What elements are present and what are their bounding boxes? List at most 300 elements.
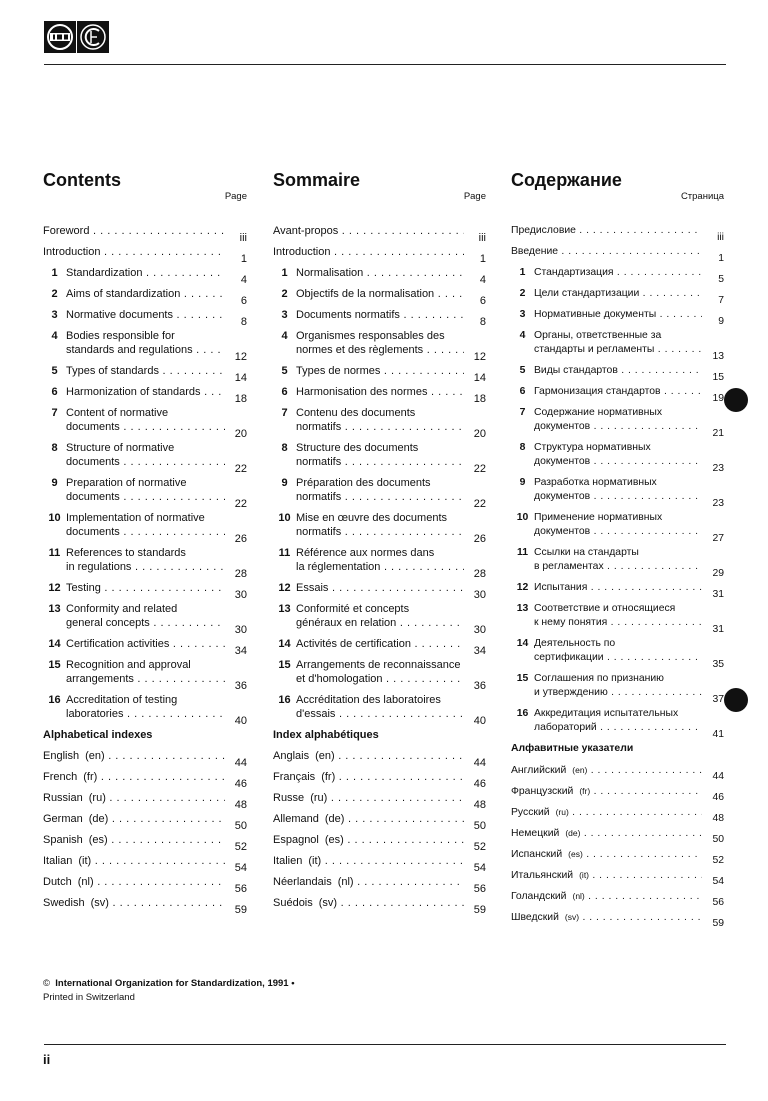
entry-page: 23	[712, 463, 724, 474]
entry-page: 9	[718, 316, 724, 327]
toc-entry	[511, 546, 724, 581]
entry-page: 40	[234, 715, 247, 727]
entry-line: normes et des règlements . . .	[296, 343, 464, 357]
entry-line: документов . . .	[534, 420, 702, 434]
entry-text	[511, 826, 702, 847]
entry-page: 36	[473, 680, 486, 692]
entry-page: 52	[712, 855, 724, 866]
index-language: Swedish	[43, 897, 85, 909]
entry-text	[511, 847, 702, 868]
index-language: Allemand	[273, 813, 319, 825]
index-heading: Alphabetical indexes	[43, 729, 153, 741]
entry-line	[43, 812, 225, 826]
toc-entry	[43, 602, 247, 637]
entry-text	[534, 602, 702, 637]
entry-page: 40	[473, 715, 486, 727]
entry-line: Harmonisation des normes . . .	[296, 385, 464, 399]
index-code: (it)	[579, 870, 590, 880]
index-entry	[43, 875, 247, 896]
entry-number: 11	[48, 547, 61, 559]
entry-line: standards and regulations . . .	[66, 343, 225, 357]
entry-page: 48	[234, 799, 247, 811]
entry-number: 13	[48, 603, 61, 615]
entry-line	[273, 812, 464, 826]
entry-text	[43, 245, 225, 266]
entry-line: Structure of normative	[66, 442, 175, 454]
entry-number: 10	[48, 512, 61, 524]
entry-line: Référence aux normes dans	[296, 547, 435, 559]
entry-page: 30	[234, 624, 247, 636]
index-language: German	[43, 813, 83, 825]
copyright-symbol: ©	[43, 978, 50, 989]
entry-line: Соответствие и относящиеся	[534, 603, 676, 614]
entry-text	[273, 791, 464, 812]
entry-line: laboratories . . .	[66, 707, 225, 721]
entry-text	[534, 329, 702, 364]
entry-list	[43, 224, 247, 917]
toc-entry	[511, 476, 724, 511]
entry-page: 44	[473, 757, 486, 769]
entry-text	[296, 364, 464, 385]
index-code: (es)	[324, 834, 344, 846]
toc-entry	[273, 308, 486, 329]
entry-page: iii	[717, 232, 724, 243]
index-language: Spanish	[43, 834, 83, 846]
index-code: (es)	[88, 834, 108, 846]
index-language: Italian	[43, 855, 73, 867]
entry-line: Essais . . .	[296, 581, 464, 595]
entry-text	[534, 511, 702, 546]
entry-text	[66, 287, 225, 308]
toc-entry	[273, 224, 486, 245]
entry-text	[296, 511, 464, 546]
column-title: Sommaire	[273, 170, 361, 190]
entry-page: 48	[473, 799, 486, 811]
index-entry	[273, 896, 486, 917]
index-code: (en)	[85, 750, 105, 762]
index-code: (nl)	[77, 876, 94, 888]
toc-entry	[511, 364, 724, 385]
entry-line: Применение нормативных	[534, 512, 663, 523]
toc-entry	[43, 637, 247, 658]
entry-number: 13	[516, 603, 529, 614]
entry-text	[296, 385, 464, 406]
index-heading: Index alphabétiques	[273, 729, 379, 741]
index-language: Français	[273, 771, 316, 783]
entry-page: 56	[234, 883, 247, 895]
entry-number: 10	[516, 512, 529, 523]
entry-line: Введение . . .	[511, 245, 702, 259]
column-title: Contents	[43, 170, 121, 190]
entry-number: 7	[519, 407, 526, 418]
index-entry	[43, 770, 247, 791]
entry-page: 52	[234, 841, 247, 853]
entry-line	[273, 854, 464, 868]
entry-text	[66, 308, 225, 329]
entry-line: документов . . .	[534, 455, 702, 469]
entry-number: 2	[281, 288, 288, 300]
toc-entry	[511, 245, 724, 266]
index-code: (ru)	[555, 807, 569, 817]
toc-entry	[43, 224, 247, 245]
entry-line: Деятельность по	[534, 638, 616, 649]
index-entry	[273, 812, 486, 833]
entry-text	[43, 854, 225, 875]
entry-text	[66, 385, 225, 406]
entry-page: 30	[234, 589, 247, 601]
entry-text	[273, 875, 464, 896]
entry-page: 54	[234, 862, 247, 874]
toc-entry	[43, 693, 247, 728]
entry-page: 12	[234, 351, 247, 363]
index-code: (it)	[308, 855, 322, 867]
toc-entry	[273, 546, 486, 581]
entry-line: Normalisation . . .	[296, 266, 464, 280]
toc-entry	[511, 602, 724, 637]
entry-text	[511, 889, 702, 910]
index-entry	[511, 805, 724, 826]
entry-page: 7	[718, 295, 724, 306]
entry-line	[511, 826, 702, 841]
entry-page: 50	[712, 834, 724, 845]
toc-entry	[511, 224, 724, 245]
entry-line: Ссылки на стандарты	[534, 547, 639, 558]
entry-page: 1	[479, 253, 486, 265]
entry-number: 11	[278, 547, 291, 559]
entry-line	[273, 833, 464, 847]
entry-page: 13	[712, 351, 724, 362]
entry-page: 59	[473, 904, 486, 916]
entry-number: 9	[519, 477, 526, 488]
entry-line: Испытания . . .	[534, 581, 702, 595]
entry-text	[296, 406, 464, 441]
entry-line: Types of standards . . .	[66, 364, 225, 378]
entry-page: 31	[712, 589, 724, 600]
entry-line: Conformity and related	[66, 603, 178, 615]
index-entry	[43, 791, 247, 812]
index-language: Russe	[273, 792, 305, 804]
top-rule	[44, 64, 726, 65]
entry-number: 8	[519, 442, 526, 453]
entry-page: 34	[473, 645, 486, 657]
printed-in: Printed in Switzerland	[43, 992, 135, 1003]
entry-line: Разработка нормативных	[534, 477, 657, 488]
index-entry	[43, 812, 247, 833]
entry-page: 54	[712, 876, 724, 887]
entry-page: 46	[712, 792, 724, 803]
entry-text	[296, 602, 464, 637]
entry-page: 19	[712, 393, 724, 404]
entry-line: Цели стандартизации . . .	[534, 287, 702, 301]
entry-text	[43, 224, 225, 245]
index-entry	[273, 854, 486, 875]
entry-line: normatifs . . .	[296, 420, 464, 434]
entry-line: normatifs . . .	[296, 490, 464, 504]
entry-page: 18	[473, 393, 486, 405]
entry-number: 6	[519, 386, 526, 397]
entry-number: 15	[48, 659, 61, 671]
entry-number: 14	[48, 638, 61, 650]
entry-line: d'essais . . .	[296, 707, 464, 721]
entry-text	[66, 581, 225, 602]
index-code: (nl)	[572, 891, 585, 901]
index-entry	[273, 833, 486, 854]
entry-text	[66, 637, 225, 658]
entry-text	[534, 707, 702, 742]
entry-text	[511, 910, 702, 931]
entry-text	[296, 637, 464, 658]
entry-page: 50	[473, 820, 486, 832]
entry-line: к нему понятия . . .	[534, 616, 702, 630]
toc-entry	[273, 385, 486, 406]
entry-text	[273, 749, 464, 770]
entry-number: 16	[278, 694, 291, 706]
entry-text	[273, 770, 464, 791]
entry-line	[511, 784, 702, 799]
entry-number: 15	[278, 659, 291, 671]
entry-text	[296, 287, 464, 308]
entry-line	[511, 847, 702, 862]
toc-entry	[43, 287, 247, 308]
entry-text	[534, 287, 702, 308]
entry-line: Organismes responsables des	[296, 330, 445, 342]
entry-line: documents . . .	[66, 420, 225, 434]
entry-line	[43, 770, 225, 784]
page-label: Страница	[680, 191, 724, 202]
entry-line: general concepts . . .	[66, 616, 225, 630]
toc-entry	[43, 658, 247, 693]
index-entry	[511, 763, 724, 784]
entry-line: Bodies responsible for	[66, 330, 175, 342]
entry-line: Documents normatifs . . .	[296, 308, 464, 322]
entry-line: Стандартизация . . .	[534, 266, 702, 280]
entry-page: 28	[234, 568, 247, 580]
toc-entry	[43, 364, 247, 385]
entry-text	[296, 308, 464, 329]
entry-text	[43, 833, 225, 854]
entry-text	[296, 693, 464, 728]
entry-page: 56	[473, 883, 486, 895]
entry-line: Activités de certification . . .	[296, 637, 464, 651]
entry-line: documents . . .	[66, 490, 225, 504]
index-code: (de)	[324, 813, 345, 825]
entry-text	[66, 476, 225, 511]
entry-line: Mise en œuvre des documents	[296, 512, 448, 524]
entry-line: Normative documents . . .	[66, 308, 225, 322]
index-language: Немецкий	[511, 828, 560, 839]
entry-page: 27	[712, 533, 724, 544]
copyright-text: International Organization for Standardization, 1991 •	[55, 978, 295, 989]
entry-line: normatifs . . .	[296, 525, 464, 539]
toc-entry	[273, 329, 486, 364]
entry-number: 7	[281, 407, 288, 419]
page-label: Page	[463, 191, 486, 202]
entry-text	[534, 581, 702, 602]
entry-page: 48	[712, 813, 724, 824]
entry-page: 41	[712, 729, 724, 740]
entry-number: 16	[48, 694, 61, 706]
entry-page: 22	[473, 498, 486, 510]
entry-text	[66, 441, 225, 476]
toc-entry	[43, 511, 247, 546]
index-entry	[511, 910, 724, 931]
index-language: French	[43, 771, 78, 783]
entry-line: Recognition and approval	[66, 659, 191, 671]
entry-page: 6	[240, 295, 247, 307]
entry-page: 44	[712, 771, 724, 782]
entry-page: 18	[234, 393, 247, 405]
entry-text	[296, 441, 464, 476]
entry-page: 34	[234, 645, 247, 657]
toc-entry	[511, 329, 724, 364]
entry-page: 37	[712, 694, 724, 705]
entry-line: Avant-propos . . .	[273, 224, 464, 238]
entry-line	[43, 749, 225, 763]
index-entry	[273, 875, 486, 896]
index-entry	[43, 854, 247, 875]
entry-line: стандарты и регламенты . . .	[534, 343, 702, 357]
entry-line: в регламентах . . .	[534, 560, 702, 574]
entry-number: 12	[48, 582, 61, 594]
entry-text	[296, 266, 464, 287]
entry-text	[534, 637, 702, 672]
entry-number: 14	[516, 638, 529, 649]
entry-text	[43, 749, 225, 770]
entry-text	[511, 784, 702, 805]
entry-text	[43, 875, 225, 896]
entry-number: 4	[281, 330, 288, 342]
entry-page: 26	[234, 533, 247, 545]
index-language: Русский	[511, 807, 550, 818]
index-code: (sv)	[564, 912, 580, 922]
entry-line: Соглашения по признанию	[534, 673, 664, 684]
entry-page: 36	[234, 680, 247, 692]
entry-line: et d'homologation . . .	[296, 672, 464, 686]
entry-line: Foreword . . .	[43, 224, 225, 238]
index-language: Голандский	[511, 891, 567, 902]
entry-line: Аккредитация испытательных	[534, 708, 679, 719]
entry-page: 4	[479, 274, 486, 286]
toc-entry	[273, 406, 486, 441]
entry-page: 31	[712, 624, 724, 635]
toc-entry	[511, 287, 724, 308]
entry-page: 29	[712, 568, 724, 579]
entry-page: 35	[712, 659, 724, 670]
index-code: (es)	[568, 849, 583, 859]
entry-text	[43, 812, 225, 833]
entry-line: References to standards	[66, 547, 186, 559]
toc-entry	[43, 476, 247, 511]
entry-page: iii	[478, 232, 486, 244]
toc-entry	[273, 602, 486, 637]
toc-entry	[273, 581, 486, 602]
column-title: Содержание	[511, 170, 622, 190]
entry-page: 46	[234, 778, 247, 790]
entry-page: iii	[239, 232, 247, 244]
entry-number: 7	[51, 407, 58, 419]
toc-entry	[43, 385, 247, 406]
index-entry	[273, 770, 486, 791]
toc-entry	[273, 245, 486, 266]
entry-line	[273, 896, 464, 910]
toc-entry	[511, 511, 724, 546]
entry-page: 8	[240, 316, 247, 328]
entry-text	[66, 364, 225, 385]
entry-line: la réglementation . . .	[296, 560, 464, 574]
entry-line: Contenu des documents	[296, 407, 416, 419]
entry-text	[511, 805, 702, 826]
entry-number: 13	[278, 603, 291, 615]
entry-text	[66, 658, 225, 693]
entry-list	[511, 224, 724, 931]
index-entry	[43, 749, 247, 770]
entry-line: Types de normes . . .	[296, 364, 464, 378]
entry-text	[296, 658, 464, 693]
index-code: (en)	[572, 765, 588, 775]
entry-page: 46	[473, 778, 486, 790]
entry-page: 14	[473, 372, 486, 384]
entry-number: 9	[281, 477, 288, 489]
index-code: (nl)	[337, 876, 354, 888]
entry-line: Гармонизация стандартов . . .	[534, 385, 702, 399]
entry-text	[273, 896, 464, 917]
index-entry	[273, 791, 486, 812]
toc-entry	[43, 329, 247, 364]
entry-page: 30	[473, 624, 486, 636]
index-code: (fr)	[579, 786, 591, 796]
entry-line: Preparation of normative	[66, 477, 187, 489]
entry-page: 21	[712, 428, 724, 439]
toc-entry	[43, 546, 247, 581]
entry-line: Harmonization of standards . . .	[66, 385, 225, 399]
entry-line: in regulations . . .	[66, 560, 225, 574]
entry-text	[296, 476, 464, 511]
contents-column-fr	[273, 170, 486, 917]
index-code: (ru)	[310, 792, 328, 804]
entry-page: 30	[473, 589, 486, 601]
entry-text	[66, 406, 225, 441]
index-entry	[511, 868, 724, 889]
entry-line	[43, 833, 225, 847]
index-heading: Алфавитные указатели	[511, 743, 634, 754]
index-code: (sv)	[90, 897, 109, 909]
entry-line	[43, 854, 225, 868]
entry-page: 22	[234, 498, 247, 510]
entry-page: 22	[234, 463, 247, 475]
entry-text	[534, 364, 702, 385]
index-code: (ru)	[88, 792, 106, 804]
entry-line	[273, 875, 464, 889]
toc-entry	[273, 441, 486, 476]
entry-text	[66, 329, 225, 364]
entry-number: 4	[519, 330, 526, 341]
entry-number: 14	[278, 638, 291, 650]
index-entry	[43, 896, 247, 917]
entry-number: 3	[519, 309, 526, 320]
entry-line	[43, 896, 225, 910]
entry-page: 28	[473, 568, 486, 580]
toc-entry	[43, 406, 247, 441]
index-code: (it)	[78, 855, 92, 867]
contents-column-en	[43, 170, 247, 917]
toc-entry	[511, 441, 724, 476]
entry-page: 4	[240, 274, 247, 286]
toc-entry	[511, 707, 724, 742]
entry-page: 14	[234, 372, 247, 384]
entry-line: Standardization . . .	[66, 266, 225, 280]
entry-text	[273, 812, 464, 833]
entry-page: 12	[473, 351, 486, 363]
